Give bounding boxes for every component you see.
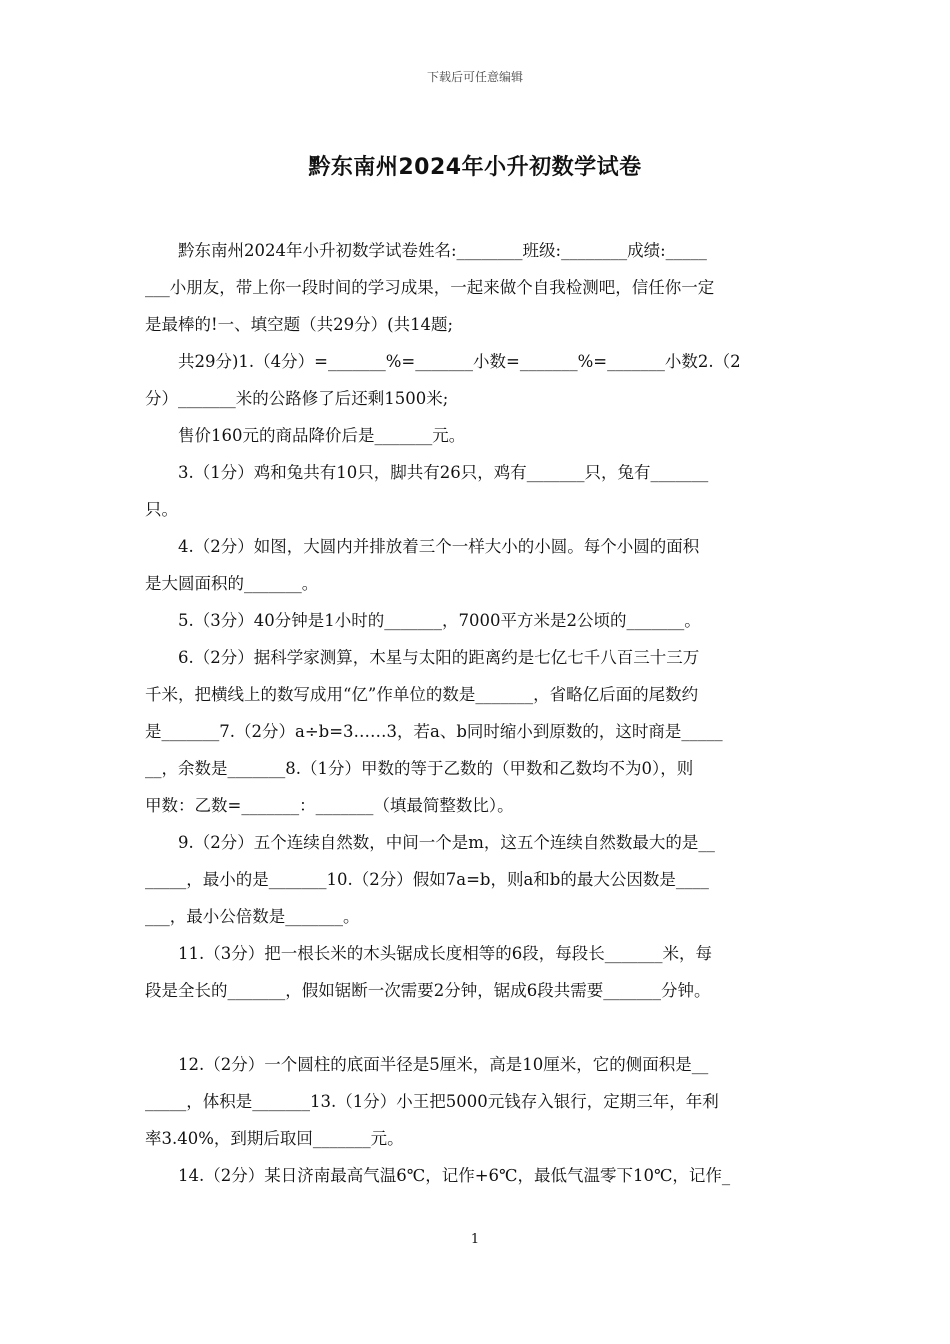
text-line: 12.（2分）一个圆柱的底面半径是5厘米，高是10厘米，它的侧面积是__ [145,1055,709,1074]
page-header-note: 下载后可任意编辑 [426,70,523,84]
text-line: 段是全长的_______，假如锯断一次需要2分钟，锯成6段共需要_______分钟。 [145,981,711,1000]
text-line: 千米，把横线上的数写成用“亿”作单位的数是_______，省略亿后面的尾数约 [145,685,699,704]
text-line: 3.（1分）鸡和兔共有10只，脚共有26只，鸡有_______只，兔有_______ [145,463,709,482]
text-line: _____，最小的是_______10.（2分）假如7a=b，则a和b的最大公因数是____ [145,870,709,889]
text-line: __，余数是_______8.（1分）甲数的等于乙数的（甲数和乙数均不为0），则 [145,759,694,778]
text-line: 6.（2分）据科学家测算，木星与太阳的距离约是七亿七千八百三十三万 [145,648,700,667]
text-line: 售价160元的商品降价后是_______元。 [145,426,466,445]
text-line: 黔东南州2024年小升初数学试卷姓名:________班级:________成绩:_____ [145,241,707,260]
text-line: 只。 [145,500,178,519]
text-line: 14.（2分）某日济南最高气温6℃，记作+6℃，最低气温零下10℃，记作_ [145,1166,731,1185]
text-line: 是_______7.（2分）a÷b=3……3，若a、b同时缩小到原数的，这时商是_____ [145,722,723,741]
text-line: 5.（3分）40分钟是1小时的_______，7000平方米是2公顷的_______。 [145,611,701,630]
document-title: 黔东南州2024年小升初数学试卷 [308,155,642,180]
text-line: 9.（2分）五个连续自然数，中间一个是m，这五个连续自然数最大的是__ [145,833,715,852]
text-line: 4.（2分）如图，大圆内并排放着三个一样大小的小圆。每个小圆的面积 [145,537,700,556]
text-line: 11.（3分）把一根长米的木头锯成长度相等的6段，每段长_______米，每 [145,944,712,963]
text-line: ___小朋友，带上你一段时间的学习成果，一起来做个自我检测吧，信任你一定 [145,278,715,297]
text-line: ___，最小公倍数是_______。 [145,907,360,926]
document-body [145,232,810,1194]
text-line: 分）_______米的公路修了后还剩1500米; [145,389,449,408]
text-line: 共29分)1.（4分）=_______%=_______小数=_______%=_______小数2.（2 [145,352,741,371]
page-number: 1 [470,1232,480,1247]
text-line: 甲数：乙数=_______：_______（填最简整数比）。 [145,796,514,815]
text-line: _____，体积是_______13.（1分）小王把5000元钱存入银行，定期三年，年利 [145,1092,719,1111]
text-line: 是大圆面积的_______。 [145,574,319,593]
text-line: 率3.40%，到期后取回_______元。 [145,1129,404,1148]
text-line: 是最棒的!一、填空题（共29分）(共14题; [145,315,454,334]
